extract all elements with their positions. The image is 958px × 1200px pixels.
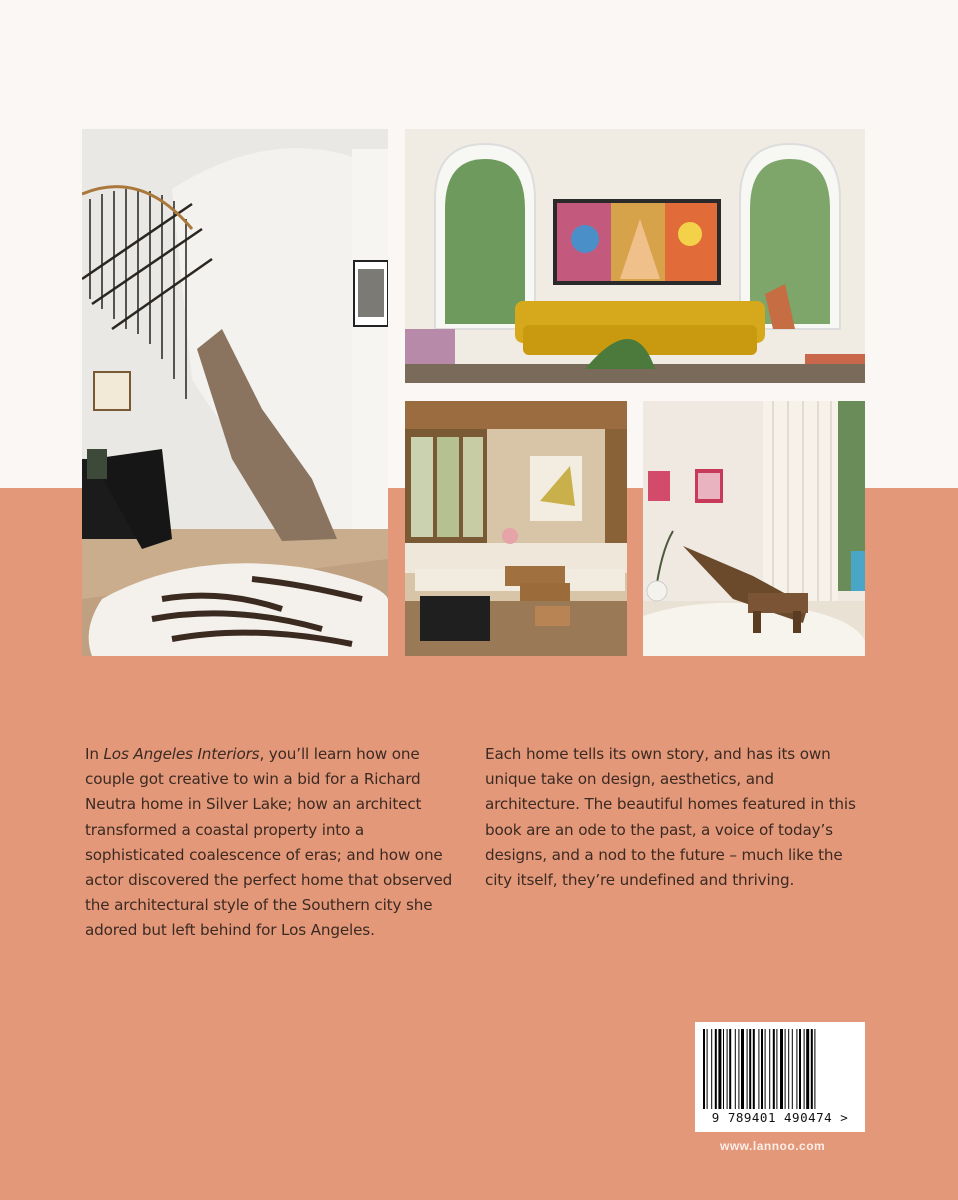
text-line: In Los Angeles Interiors, you’ll learn how one bbox=[85, 745, 420, 763]
text-line: Each home tells its own story, and has its own bbox=[485, 745, 831, 763]
isbn-number: 9 789401 490474 > bbox=[711, 1110, 849, 1125]
text-line: unique take on design, aesthetics, and bbox=[485, 770, 774, 789]
lounge-photo bbox=[405, 401, 627, 656]
text-line: Neutra home in Silver Lake; how an architect bbox=[85, 795, 422, 814]
text-line: couple got creative to win a bid for a Richard bbox=[85, 770, 421, 789]
text-line: sophisticated coalescence of eras; and how one bbox=[85, 845, 443, 864]
description-right-column bbox=[485, 742, 870, 893]
description-left-column bbox=[85, 742, 453, 944]
text-line: transformed a coastal property into a bbox=[85, 820, 365, 839]
publisher-url: www.lannoo.com bbox=[720, 1139, 826, 1153]
text-line: architecture. The beautiful homes featured in this bbox=[485, 795, 856, 814]
text-line: city itself, they’re undefined and thriving. bbox=[485, 871, 795, 890]
text-line: book are an ode to the past, a voice of today’s bbox=[485, 820, 833, 839]
isbn-barcode bbox=[695, 1022, 865, 1132]
living-room-photo bbox=[405, 129, 865, 383]
text-line: adored but left behind for Los Angeles. bbox=[85, 921, 375, 940]
text-line: actor discovered the perfect home that observed bbox=[85, 871, 453, 890]
barcode-bars bbox=[703, 1029, 857, 1109]
text-line: designs, and a nod to the future – much like the bbox=[485, 845, 843, 864]
staircase-photo bbox=[82, 129, 388, 656]
text-line: the architectural style of the Southern city she bbox=[85, 896, 433, 915]
sunroom-photo bbox=[643, 401, 865, 656]
